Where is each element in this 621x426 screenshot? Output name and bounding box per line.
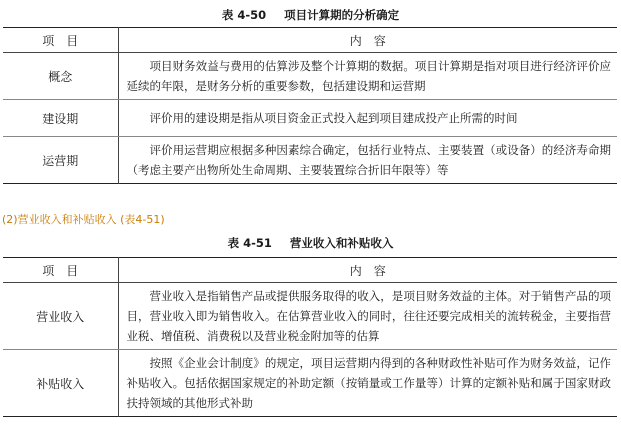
table1-number: 表 4-50: [221, 8, 267, 22]
table1-row-item: 建设期: [3, 100, 118, 137]
table2-row-content: 按照《企业会计制度》的规定，项目运营期内得到的各种财政性补贴可作为财务效益，记作补贴收入。包括依据国家规定的补助定额（按销量或工作量等）计算的定额补贴和属于国家财政扶持领域的其他形式补助: [126, 356, 611, 410]
table1-caption: [0, 7, 621, 23]
table2-header-row: [3, 258, 617, 283]
table2-number: 表 4-51: [227, 236, 272, 250]
table-row: [3, 350, 617, 417]
table2-header-content: 内 容: [118, 258, 617, 283]
table1-header-content: 内 容: [118, 28, 617, 53]
table-row: [3, 137, 617, 184]
table1-row-item: 运营期: [3, 137, 118, 184]
table-row: [3, 100, 617, 137]
table1-header-row: [3, 28, 617, 53]
table1-row-item: 概念: [3, 53, 118, 100]
table2-row-item: 营业收入: [3, 283, 118, 350]
table1-header-item: 项 目: [3, 28, 118, 53]
table1: [3, 27, 617, 184]
table2-row-item: 补贴收入: [3, 350, 118, 417]
table2-caption: [0, 235, 621, 251]
table2: [3, 257, 617, 417]
table1-row-content: 评价用运营期应根据多种因素综合确定，包括行业特点、主要装置（或设备）的经济寿命期（考虑主要产出物所处生命周期、主要装置综合折旧年限等）等: [126, 143, 611, 177]
table2-header-item: 项 目: [3, 258, 118, 283]
table1-title: 项目计算期的分析确定: [284, 8, 400, 22]
table2-row-content: 营业收入是指销售产品或提供服务取得的收入，是项目财务效益的主体。对于销售产品的项目，营业收入即为销售收入。在估算营业收入的同时，往往还要完成相关的流转税金，主要指营业税、增值税、消费税以及营业税金附加等的估算: [118, 283, 617, 350]
table-row: [3, 283, 617, 350]
table1-row-content: 评价用的建设期是指从项目资金正式投入起到项目建成投产止所需的时间: [118, 100, 617, 137]
table-row: [3, 53, 617, 100]
table2-title: 营业收入和补贴收入: [289, 236, 394, 250]
section-heading: (2)营业收入和补贴收入 (表4-51): [2, 213, 165, 226]
table1-row-content: 项目财务效益与费用的估算涉及整个计算期的数据。项目计算期是指对项目进行经济评价应延续的年限，是财务分析的重要参数，包括建设期和运营期: [118, 53, 617, 100]
